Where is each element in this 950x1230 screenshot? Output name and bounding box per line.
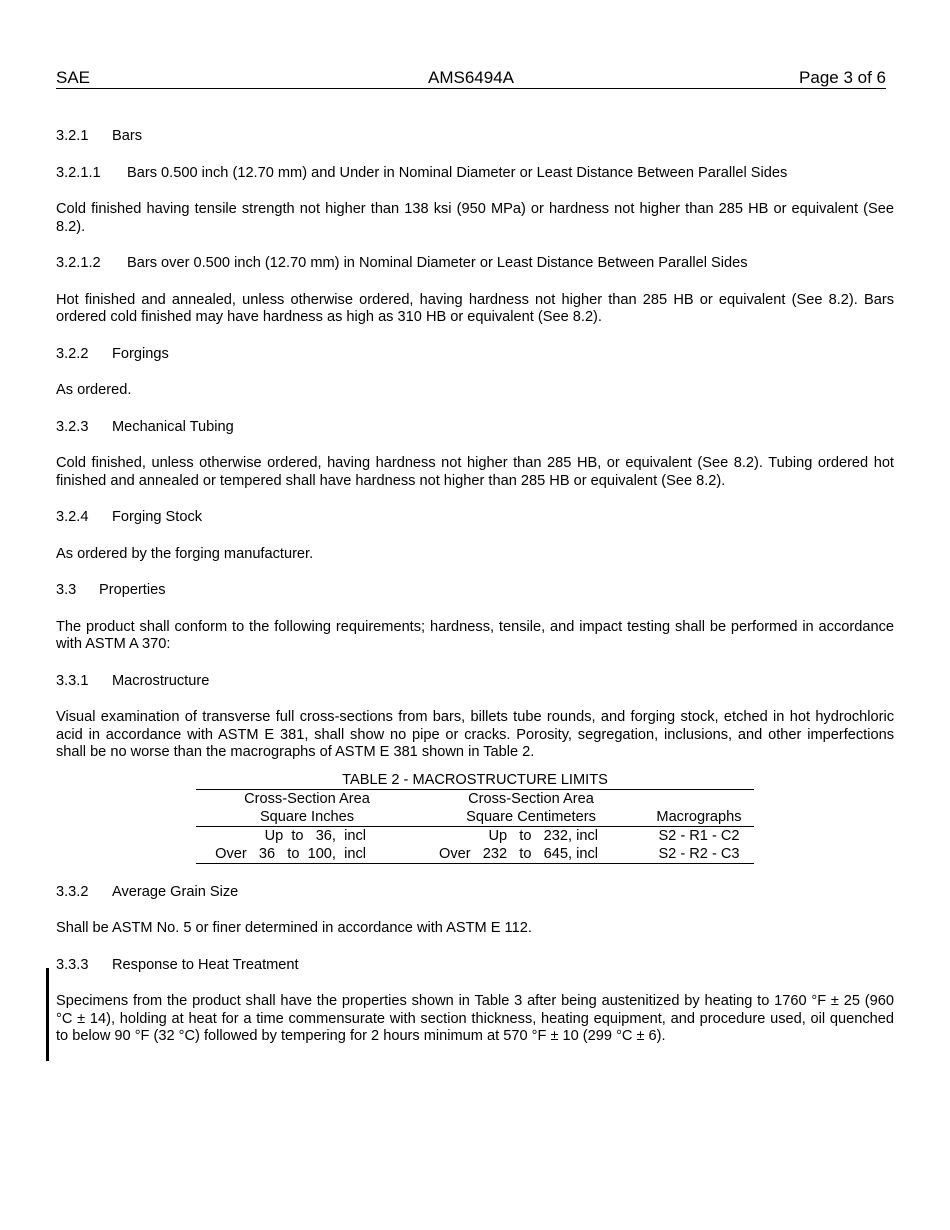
section-heading-3-2-4: 3.2.4 Forging Stock [56, 509, 203, 525]
section-text-3-2-1-1: Cold finished having tensile strength not higher than 138 ksi (950 MPa) or hardness not higher than 285 HB or equivalent (See 8.2). [56, 201, 894, 235]
cell-inches: Up to 36, incl [264, 827, 366, 844]
table-header-row [196, 789, 754, 808]
table-header-row [196, 808, 754, 827]
header-col1-line1: Cross-Section Area [196, 789, 418, 808]
table-title: TABLE 2 - MACROSTRUCTURE LIMITS [342, 771, 608, 788]
section-text-3-2-3: Cold finished, unless otherwise ordered, having hardness not higher than 285 HB, or equivalent (See 8.2). Tubing ordered hot finished and annealed or tempered shall have hardness not higher than 285 HB or equivalent (See 8.2). [56, 455, 894, 489]
header-doc-id: AMS6494A [428, 68, 514, 87]
table-row [196, 826, 754, 845]
revision-change-bar [46, 968, 49, 1061]
cell-cm: Over 232 to 645, incl [439, 845, 598, 862]
section-text-3-3-3: Specimens from the product shall have the properties shown in Table 3 after being austenitized by heating to 1760 °F ± 25 (960 °C ± 14), holding at heat for a time commensurate with section thickness, heating equipment, and procedure used, oil quenched to below 90 °F (32 °C) followed by tempering for 2 hours minimum at 570 °F ± 10 (299 °C ± 6). [56, 993, 894, 1044]
section-heading-3-2-1: 3.2.1 Bars [56, 128, 143, 144]
section-text-3-2-2: As ordered. [56, 382, 132, 398]
section-heading-3-3-2: 3.3.2 Average Grain Size [56, 883, 239, 900]
section-heading-3-3: 3.3 Properties [56, 582, 166, 598]
cell-cm: Up to 232, incl [488, 827, 598, 844]
cell-inches: Over 36 to 100, incl [215, 845, 366, 862]
section-text-3-2-4: As ordered by the forging manufacturer. [56, 545, 314, 562]
section-heading-3-2-1-2: 3.2.1.2 Bars over 0.500 inch (12.70 mm) in Nominal Diameter or Least Distance Between Parallel Sides [56, 255, 748, 271]
table-row [196, 845, 754, 864]
section-heading-3-3-3: 3.3.3 Response to Heat Treatment [56, 956, 299, 973]
section-text-3-2-1-2: Hot finished and annealed, unless otherwise ordered, having hardness not higher than 285 HB or equivalent (See 8.2). Bars ordered cold finished may have hardness as high as 310 HB or equivalent (See 8.2). [56, 291, 894, 325]
header-col3: Macrographs [644, 808, 754, 827]
table-2 [56, 772, 894, 864]
header-org: SAE [56, 68, 91, 87]
section-heading-3-2-2: 3.2.2 Forgings [56, 345, 169, 362]
cell-macrograph: S2 - R2 - C3 [644, 845, 754, 864]
section-text-3-3-1: Visual examination of transverse full cross-sections from bars, billets tube rounds, and forging stock, etched in hot hydrochloric acid in accordance with ASTM E 381, shall show no pipe or cracks. Porosity, segregation, inclusions, and other imperfections shall be no worse than the macrographs of ASTM E 381 shown in Table 2. [56, 709, 894, 760]
section-heading-3-2-3: 3.2.3 Mechanical Tubing [56, 418, 234, 435]
section-text-3-3-2: Shall be ASTM No. 5 or finer determined in accordance with ASTM E 112. [56, 920, 532, 936]
document-body [56, 128, 894, 1065]
section-heading-3-2-1-1: 3.2.1.1 Bars 0.500 inch (12.70 mm) and Under in Nominal Diameter or Least Distance Between Parallel Sides [56, 164, 788, 181]
section-text-3-3: The product shall conform to the following requirements; hardness, tensile, and impact testing shall be performed in accordance with ASTM A 370: [56, 618, 894, 652]
header-col2-line2: Square Centimeters [418, 808, 644, 827]
header-col1-line2: Square Inches [196, 808, 418, 827]
header-col2-line1: Cross-Section Area [418, 789, 644, 808]
section-heading-3-3-1: 3.3.1 Macrostructure [56, 672, 210, 689]
page-header [56, 68, 886, 89]
header-page-number: Page 3 of 6 [799, 68, 886, 87]
cell-macrograph: S2 - R1 - C2 [658, 827, 740, 844]
macrostructure-table [196, 789, 754, 864]
